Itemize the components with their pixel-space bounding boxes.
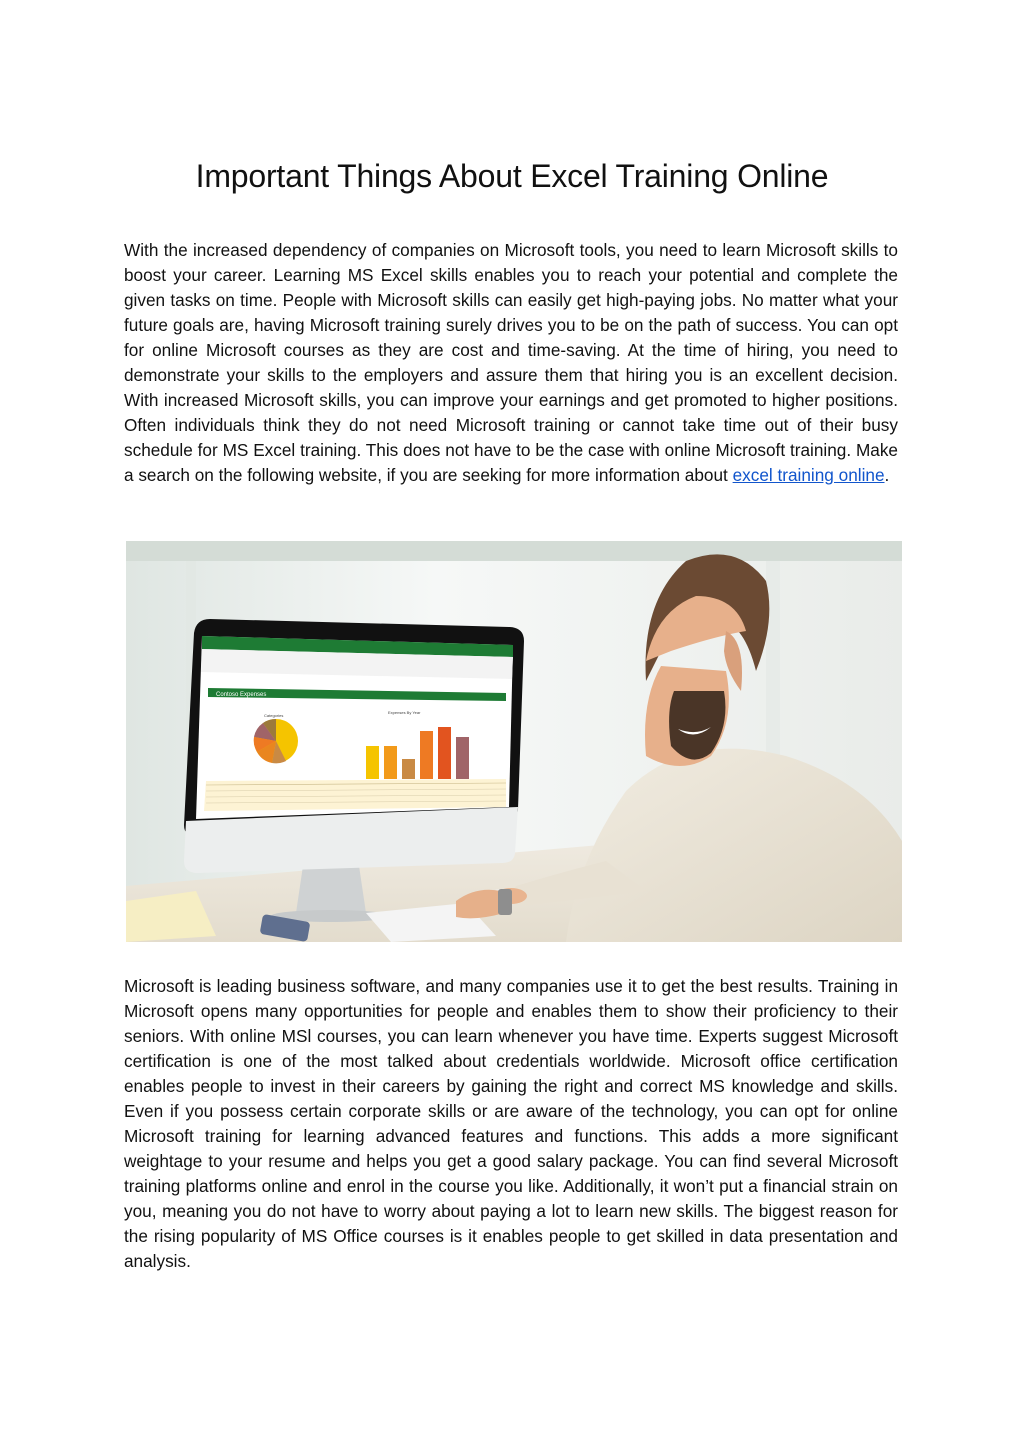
photo-illustration: [126, 541, 902, 942]
excel-training-photo: [126, 541, 902, 942]
document-title: Important Things About Excel Training Online: [195, 158, 829, 194]
monitor: [184, 619, 524, 873]
sheet-title: Contoso Expenses: [216, 692, 267, 698]
intro-paragraph-end: .: [884, 465, 890, 485]
body-paragraph: Microsoft is leading business software, and many companies use it to get the best results. Training in Microsoft opens many opportunities for people and enables them to show their proficiency to their seniors. With online MSl courses, you can learn whenever you have time. Experts suggest Microsoft certification is one of the most talked about credentials worldwide. Microsoft office certification enables people to invest in their careers by gaining the right and correct MS knowledge and skills. Even if you possess certain corporate skills or are aware of the technology, you can opt for online Microsoft training for learning advanced features and functions. This adds a more significant weightage to your resume and helps you get a good salary package. You can find several Microsoft training platforms online and enrol in the course you like. Additionally, it won’t put a financial strain on you, meaning you do not have to worry about paying a lot to learn new skills. The biggest reason for the rising popularity of MS Office courses is it enables people to get skilled in data presentation and analysis.: [124, 976, 898, 1271]
intro-paragraph-text: With the increased dependency of companies on Microsoft tools, you need to learn Microsoft skills to boost your career. Learning MS Excel skills enables you to reach your potential and complete the given tasks on time. People with Microsoft skills can easily get high-paying jobs. No matter what your future goals are, having Microsoft training surely drives you to be on the path of success. You can opt for online Microsoft courses as they are cost and time-saving. At the time of hiring, you need to demonstrate your skills to the employers and assure them that hiring you is an excellent decision. With increased Microsoft skills, you can improve your earnings and get promoted to higher positions. Often individuals think they do not need Microsoft training or cannot take time out of their busy schedule for MS Excel training. This does not have to be the case with online Microsoft training. Make a search on the following website, if you are seeking for more information about: [124, 240, 898, 485]
svg-text:Categories: Categories: [264, 713, 284, 718]
expense-table: [204, 779, 506, 811]
excel-training-online-link[interactable]: excel training online: [732, 465, 885, 485]
intro-paragraph: [124, 238, 898, 488]
svg-text:Expenses By Year: Expenses By Year: [388, 710, 421, 715]
